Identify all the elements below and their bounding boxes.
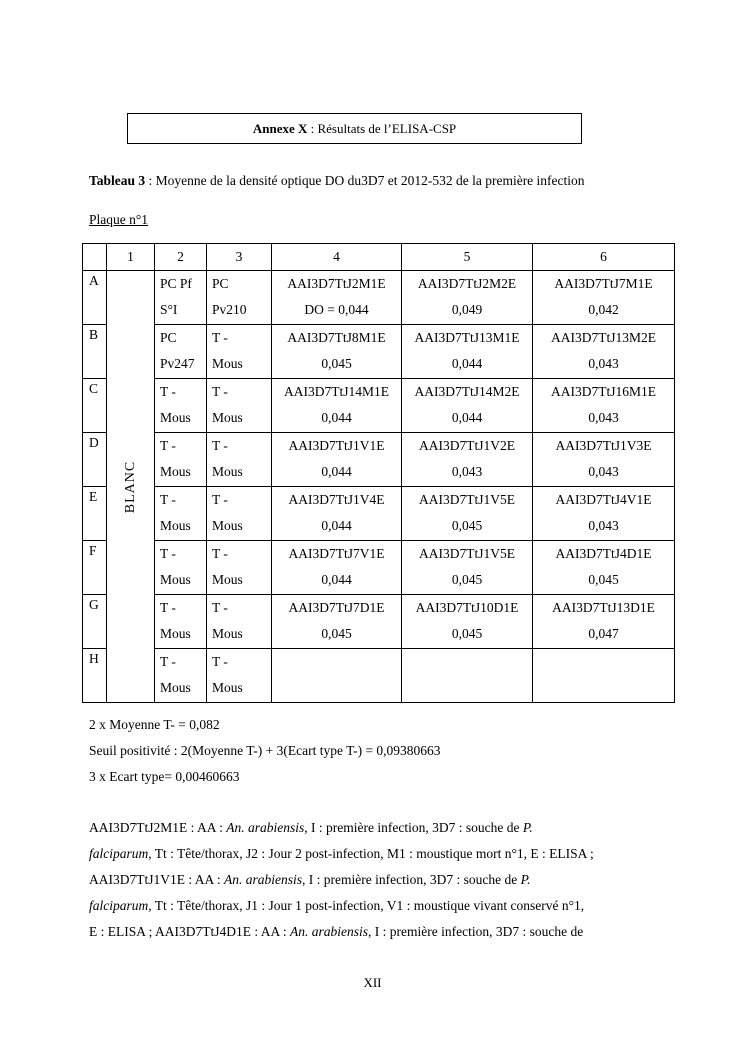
cell-value: 0,045 (451, 625, 483, 641)
cell-code: T - (212, 438, 228, 453)
legend-italic: P. (522, 820, 533, 835)
sample-cell (272, 433, 402, 487)
sample-cell (272, 649, 402, 703)
sample-cell (533, 649, 675, 703)
cell-code: AAI3D7TtJ1V3E (555, 438, 652, 453)
cell-code: AAI3D7TtJ1V2E (419, 438, 515, 453)
table-row (83, 325, 675, 379)
cell-code: AAI3D7TtJ2M2E (417, 276, 517, 291)
legend-italic: falciparum (89, 846, 149, 861)
sample-cell (533, 271, 675, 325)
sample-cell (533, 541, 675, 595)
cell-code (402, 649, 532, 675)
sample-cell (533, 433, 675, 487)
cell-code: T - (160, 384, 176, 399)
legend-text: , Tt : Tête/thorax, J2 : Jour 2 post-infection, M1 : moustique mort n°1, E : ELISA ; (148, 846, 594, 861)
note-line: 3 x Ecart type= 0,00460663 (89, 769, 240, 784)
cell-code: AAI3D7TtJ7M1E (554, 276, 653, 291)
page-number: XII (363, 975, 382, 990)
control-cell (155, 271, 207, 325)
legend-italic: falciparum, (89, 898, 152, 913)
sample-cell (272, 271, 402, 325)
control-cell (155, 325, 207, 379)
legend-text: Tt : Tête/thorax, J1 : Jour 1 post-infection, V1 : moustique vivant conservé n°1, (151, 898, 585, 913)
legend-text: AAI3D7TtJ1V1E : AA : (89, 872, 224, 887)
sample-cell (402, 379, 533, 433)
cell-value: Mous (212, 517, 243, 533)
cell-code: T - (212, 654, 228, 669)
cell-value: Mous (160, 409, 191, 425)
cell-code: AAI3D7TtJ4D1E (555, 546, 652, 561)
cell-code: AAI3D7TtJ1V1E (288, 438, 385, 453)
sample-cell (533, 325, 675, 379)
cell-value: Mous (212, 409, 243, 425)
sample-cell (272, 595, 402, 649)
cell-value: 0,043 (588, 517, 619, 533)
control-cell (155, 649, 207, 703)
sample-cell (402, 325, 533, 379)
cell-value: 0,044 (321, 571, 352, 587)
row-label: C (83, 379, 107, 433)
cell-value: Mous (212, 625, 243, 641)
cell-code: PC Pf (160, 276, 192, 291)
cell-value: Mous (212, 679, 243, 695)
sample-cell (402, 433, 533, 487)
row-label: A (83, 271, 107, 325)
sample-cell (402, 271, 533, 325)
header-cell: 1 (107, 244, 155, 271)
summary-notes (89, 712, 441, 790)
cell-value: Mous (160, 625, 191, 641)
cell-code: AAI3D7TtJ2M1E (287, 276, 386, 291)
cell-code: T - (212, 384, 228, 399)
header-cell: 6 (533, 244, 675, 271)
cell-value: Mous (212, 355, 243, 371)
cell-code: T - (160, 546, 176, 561)
cell-value: 0,045 (321, 625, 352, 641)
plate-label: Plaque n°1 (89, 212, 149, 227)
row-label: E (83, 487, 107, 541)
table-caption (89, 173, 585, 189)
table-row (83, 487, 675, 541)
control-cell (207, 433, 272, 487)
legend-text: AAI3D7TtJ2M1E : AA : (89, 820, 227, 835)
note-line: Seuil positivité : 2(Moyenne T-) + 3(Ecart type T-) = 0,09380663 (89, 743, 441, 758)
cell-value: 0,044 (321, 409, 352, 425)
cell-value: Mous (212, 463, 243, 479)
cell-value: DO = 0,044 (304, 301, 369, 317)
sample-cell (533, 487, 675, 541)
row-label: D (83, 433, 107, 487)
cell-value (533, 675, 674, 701)
cell-value: S°I (160, 301, 178, 317)
cell-value: Mous (160, 463, 191, 479)
cell-code: AAI3D7TtJ13M1E (414, 330, 520, 345)
cell-value: Pv210 (212, 301, 247, 317)
legend-text: , I : première infection, 3D7 : souche de (302, 872, 521, 887)
cell-value: 0,043 (451, 463, 483, 479)
sample-cell (402, 487, 533, 541)
cell-value (402, 675, 532, 701)
cell-code: AAI3D7TtJ8M1E (287, 330, 386, 345)
cell-code: AAI3D7TtJ14M2E (414, 384, 520, 399)
cell-code: AAI3D7TtJ7D1E (288, 600, 385, 615)
cell-value: 0,045 (588, 571, 619, 587)
cell-value: 0,043 (588, 463, 619, 479)
cell-value: 0,049 (451, 301, 483, 317)
cell-code (533, 649, 674, 675)
cell-code: T - (212, 546, 228, 561)
cell-value: Mous (160, 679, 191, 695)
cell-code: T - (212, 330, 228, 345)
cell-code: AAI3D7TtJ13M2E (551, 330, 656, 345)
control-cell (207, 541, 272, 595)
legend-italic: P. (520, 872, 531, 887)
abbreviation-legend (89, 815, 649, 945)
row-label: G (83, 595, 107, 649)
annex-label: Annexe X (252, 121, 308, 136)
sample-cell (272, 541, 402, 595)
cell-code: T - (212, 600, 228, 615)
cell-code: T - (212, 492, 228, 507)
cell-value: 0,044 (451, 355, 483, 371)
cell-code: AAI3D7TtJ1V4E (288, 492, 385, 507)
cell-code: T - (160, 654, 176, 669)
cell-code: PC (212, 276, 229, 291)
row-label: B (83, 325, 107, 379)
cell-code: AAI3D7TtJ10D1E (415, 600, 519, 615)
table-row (83, 271, 675, 325)
table-row (83, 595, 675, 649)
legend-text: , I : première infection, 3D7 : souche de (368, 924, 584, 939)
row-label: F (83, 541, 107, 595)
elisa-plate-table (82, 243, 675, 703)
legend-text: , I : première infection, 3D7 : souche de (304, 820, 523, 835)
cell-value: 0,042 (588, 301, 619, 317)
control-cell (207, 379, 272, 433)
sample-cell (402, 649, 533, 703)
control-cell (155, 595, 207, 649)
sample-cell (272, 325, 402, 379)
cell-value: 0,044 (451, 409, 483, 425)
table-row (83, 433, 675, 487)
sample-cell (272, 379, 402, 433)
cell-value: 0,045 (451, 571, 483, 587)
blank-column (107, 271, 155, 703)
header-cell: 2 (155, 244, 207, 271)
control-cell (207, 325, 272, 379)
sample-cell (402, 595, 533, 649)
cell-value: 0,045 (451, 517, 483, 533)
header-cell: 4 (272, 244, 402, 271)
cell-value: 0,047 (588, 625, 619, 641)
cell-code: AAI3D7TtJ1V5E (419, 492, 515, 507)
table-row (83, 649, 675, 703)
cell-code: AAI3D7TtJ7V1E (288, 546, 385, 561)
cell-code: PC (160, 330, 177, 345)
header-cell: 3 (207, 244, 272, 271)
cell-code: AAI3D7TtJ1V5E (419, 546, 515, 561)
table-header-row (83, 244, 675, 271)
control-cell (207, 487, 272, 541)
annex-title-box (127, 113, 582, 144)
cell-value: 0,043 (588, 409, 619, 425)
cell-value: 0,045 (321, 355, 352, 371)
cell-code: T - (160, 600, 176, 615)
sample-cell (402, 541, 533, 595)
cell-code: AAI3D7TtJ13D1E (552, 600, 655, 615)
control-cell (155, 487, 207, 541)
annex-title: : Résultats de l’ELISA-CSP (307, 121, 457, 136)
header-cell: 5 (402, 244, 533, 271)
legend-text: E : ELISA ; AAI3D7TtJ4D1E : AA : (89, 924, 291, 939)
cell-code: T - (160, 492, 176, 507)
legend-italic: An. arabiensis (226, 820, 305, 835)
blank-label: BLANC (122, 460, 138, 513)
cell-code: AAI3D7TtJ16M1E (551, 384, 656, 399)
header-cell (83, 244, 107, 271)
legend-italic: An. arabiensis (290, 924, 369, 939)
control-cell (155, 541, 207, 595)
cell-value: 0,043 (588, 355, 619, 371)
cell-code: AAI3D7TtJ4V1E (555, 492, 652, 507)
cell-value: 0,044 (321, 517, 352, 533)
caption-text: : Moyenne de la densité optique DO du3D7 et 2012-532 de la première infection (145, 173, 585, 188)
caption-label: Tableau 3 (89, 173, 146, 188)
cell-code (272, 649, 401, 675)
cell-value: Pv247 (160, 355, 195, 371)
cell-value: Mous (212, 571, 243, 587)
cell-code: AAI3D7TtJ14M1E (284, 384, 389, 399)
control-cell (207, 595, 272, 649)
table-row (83, 379, 675, 433)
cell-value: 0,044 (321, 463, 352, 479)
control-cell (207, 649, 272, 703)
sample-cell (533, 379, 675, 433)
control-cell (155, 379, 207, 433)
cell-code: T - (160, 438, 176, 453)
cell-value: Mous (160, 571, 191, 587)
table-row (83, 541, 675, 595)
legend-italic: An. arabiensis (224, 872, 303, 887)
control-cell (155, 433, 207, 487)
row-label: H (83, 649, 107, 703)
cell-value: Mous (160, 517, 191, 533)
sample-cell (533, 595, 675, 649)
sample-cell (272, 487, 402, 541)
control-cell (207, 271, 272, 325)
note-line: 2 x Moyenne T- = 0,082 (89, 717, 220, 732)
cell-value (272, 675, 401, 701)
